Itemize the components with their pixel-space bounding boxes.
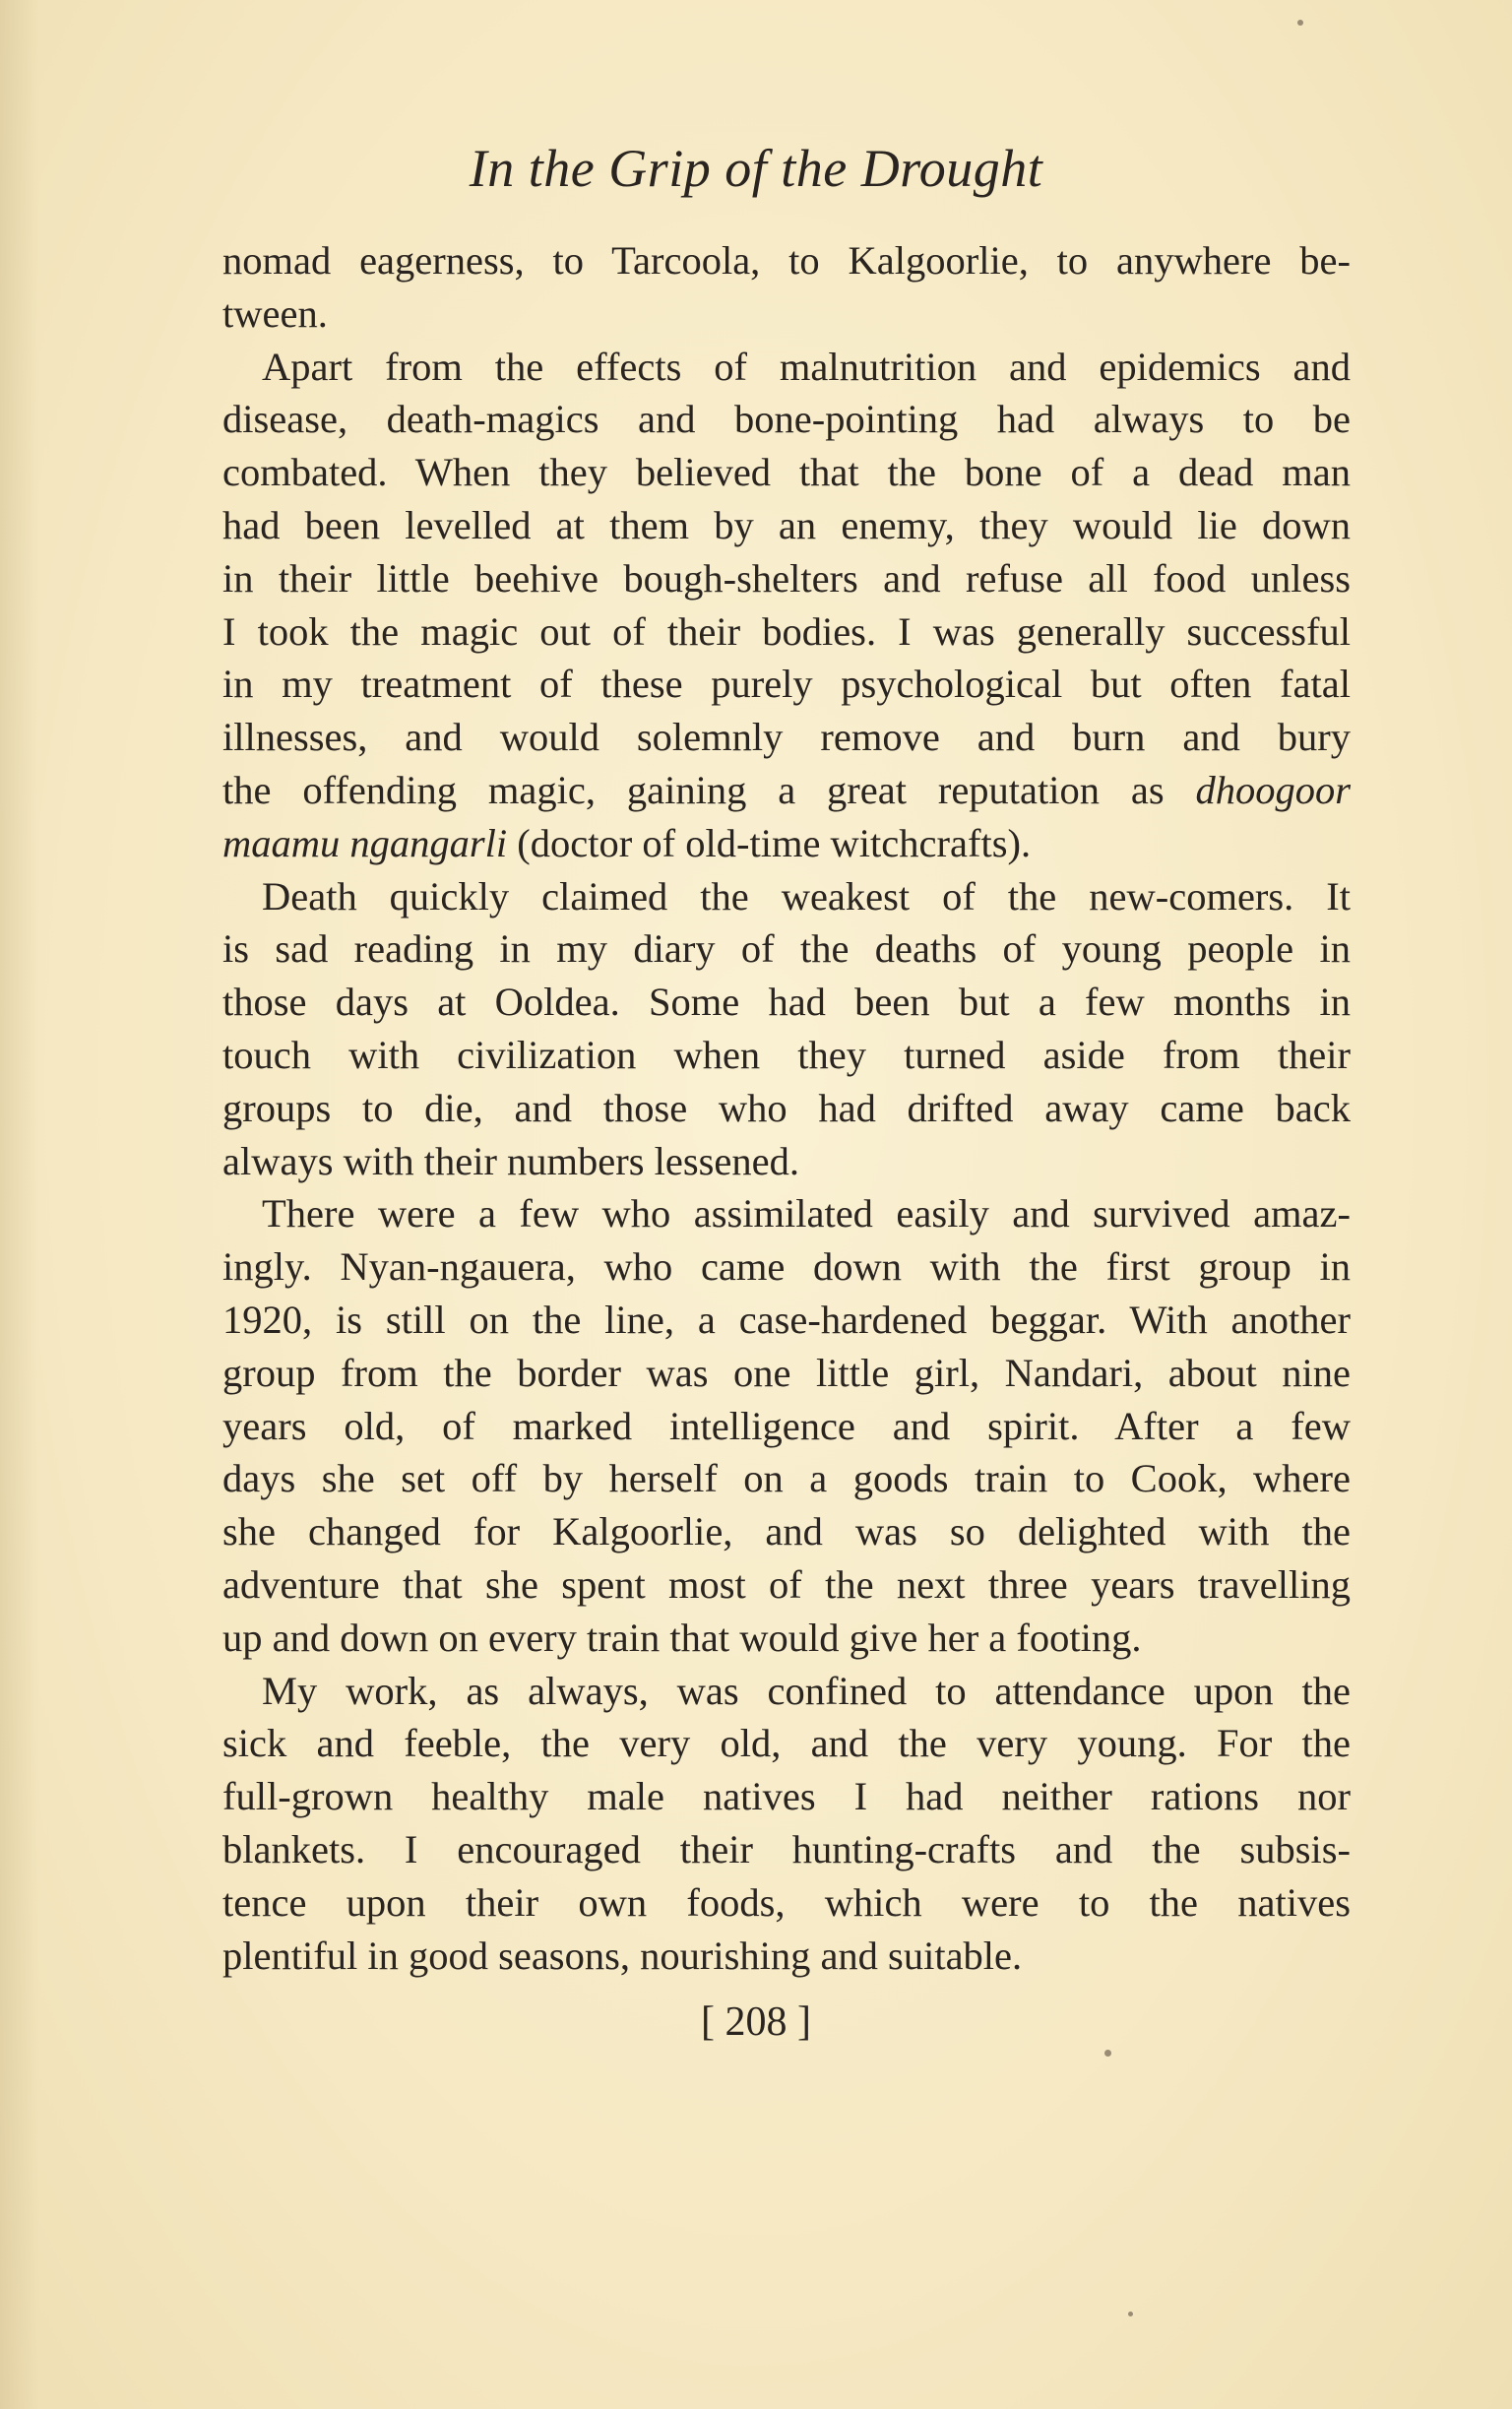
running-head: In the Grip of the Drought	[469, 139, 1043, 198]
page-shadow	[0, 0, 39, 2409]
text-line: days she set off by herself on a goods train to Cook, where	[222, 1456, 1351, 1501]
italic-term: maamu ngangarli	[222, 820, 508, 865]
text-segment: the offending magic, gaining a great reputation as	[222, 767, 1165, 812]
text-line: There were a few who assimilated easily and survived amaz-	[262, 1191, 1351, 1236]
text-line: in their little beehive bough-shelters and refuse all food unless	[222, 555, 1351, 601]
text-line: is sad reading in my diary of the deaths of young people in	[222, 926, 1351, 972]
text-line: adventure that she spent most of the next three years travelling	[222, 1561, 1351, 1607]
text-line: nomad eagerness, to Tarcoola, to Kalgoorlie, to anywhere be-	[222, 238, 1351, 283]
text-line: group from the border was one little girl, Nandari, about nine	[222, 1350, 1351, 1395]
text-line: touch with civilization when they turned aside from their	[222, 1032, 1351, 1077]
text-line: groups to die, and those who had drifted away came back	[222, 1085, 1351, 1130]
text-line	[222, 817, 1351, 870]
text-line: always with their numbers lessened.	[222, 1138, 799, 1183]
text-line: had been levelled at them by an enemy, they would lie down	[222, 502, 1351, 547]
text-line: ingly. Nyan-ngauera, who came down with the first group in	[222, 1244, 1351, 1290]
text-line: 1920, is still on the line, a case-hardened beggar. With another	[222, 1297, 1351, 1342]
text-line: I took the magic out of their bodies. I was generally successful	[222, 608, 1351, 654]
text-line: disease, death-magics and bone-pointing had always to be	[222, 397, 1351, 442]
text-line: those days at Ooldea. Some had been but a few months in	[222, 980, 1351, 1025]
paper-speck	[1297, 20, 1303, 26]
text-line: up and down on every train that would give her a footing.	[222, 1615, 1142, 1660]
text-line: Death quickly claimed the weakest of the new-comers. It	[262, 873, 1351, 919]
text-line: illnesses, and would solemnly remove and burn and bury	[222, 715, 1351, 760]
paper-speck	[1128, 2312, 1133, 2316]
paper-speck	[1104, 2050, 1111, 2057]
text-line: Apart from the effects of malnutrition and epidemics and	[262, 344, 1351, 389]
text-line: years old, of marked intelligence and spirit. After a few	[222, 1403, 1351, 1448]
text-line: in my treatment of these purely psychological but often fatal	[222, 662, 1351, 707]
body-text	[222, 234, 1351, 1982]
text-segment: (doctor of old-time witchcrafts).	[517, 820, 1032, 865]
text-line: combated. When they believed that the bone of a dead man	[222, 450, 1351, 495]
text-line: My work, as always, was confined to attendance upon the	[262, 1668, 1351, 1713]
italic-term: dhoogoor	[1195, 767, 1351, 812]
text-line: full-grown healthy male natives I had neither rations nor	[222, 1774, 1351, 1819]
text-line: tween.	[222, 290, 328, 336]
text-line: plentiful in good seasons, nourishing and suitable.	[222, 1933, 1023, 1978]
text-line: sick and feeble, the very old, and the very young. For the	[222, 1721, 1351, 1766]
text-line	[222, 764, 1351, 817]
text-line: blankets. I encouraged their hunting-crafts and the subsis-	[222, 1826, 1351, 1871]
text-line: tence upon their own foods, which were to the natives	[222, 1879, 1351, 1925]
text-line: she changed for Kalgoorlie, and was so delighted with the	[222, 1509, 1351, 1554]
page-number: [ 208 ]	[701, 1999, 811, 2045]
